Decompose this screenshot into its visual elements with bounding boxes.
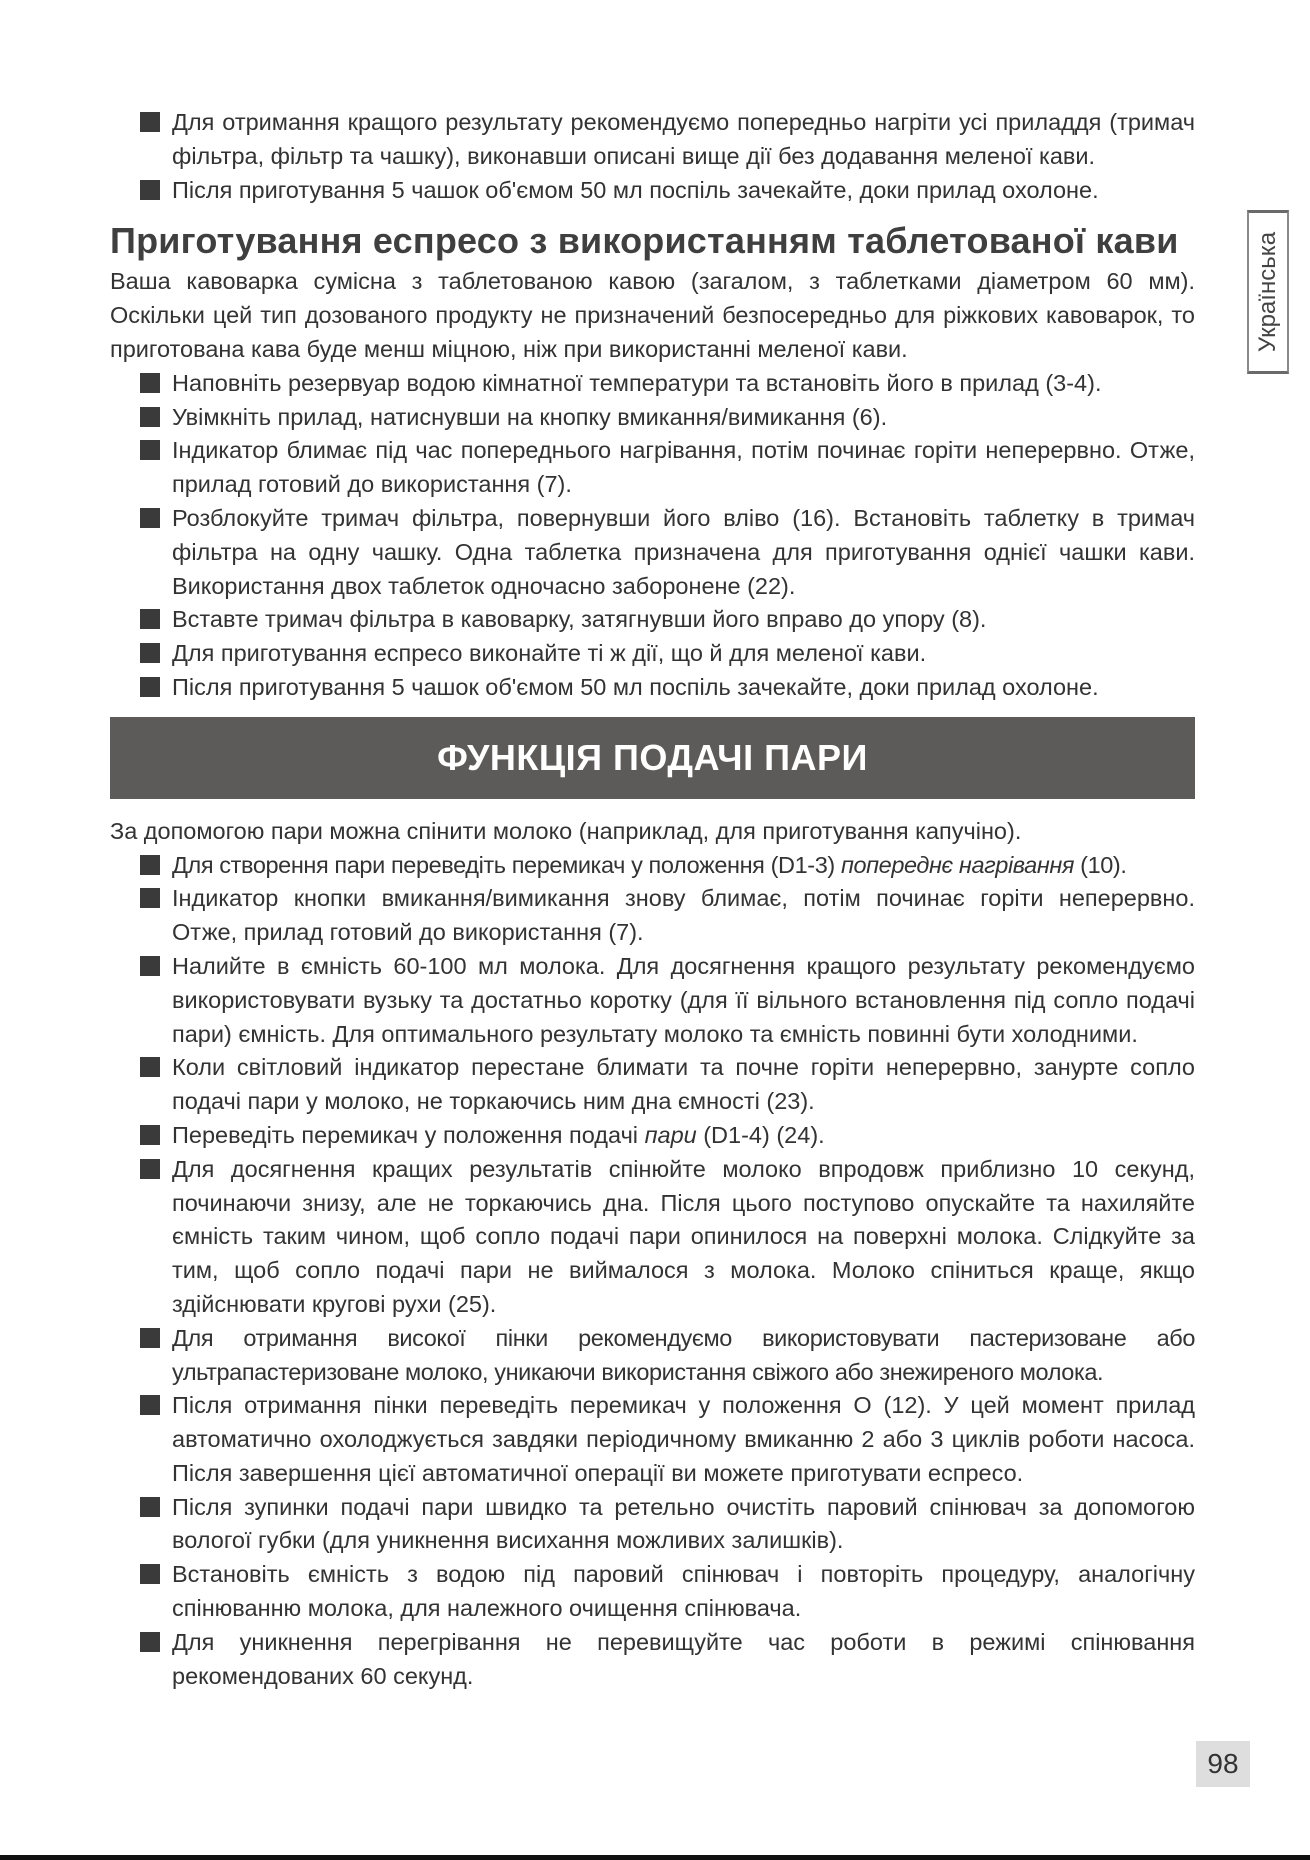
list-item: Наповніть резервуар водою кімнатної температури та встановіть його в прилад (3-4). [110,367,1195,401]
list-item: Вставте тримач фільтра в кавоварку, затягнувши його вправо до упору (8). [110,603,1195,637]
language-tab [1247,210,1289,374]
list-item: Індикатор блимає під час попереднього нагрівання, потім починає горіти неперервно. Отже, прилад готовий до використання (7). [110,434,1195,502]
section-heading-tablet-coffee: Приготування еспресо з використанням таблетованої кави [110,220,1179,262]
list-item: Після зупинки подачі пари швидко та ретельно очистіть паровий спінювач за допомогою вологої губки (для уникнення висихання можливих залишків). [110,1491,1195,1559]
list-item: Переведіть перемикач у положення подачі пари (D1-4) (24). [110,1119,1195,1153]
list-item: Для уникнення перегрівання не перевищуйте час роботи в режимі спінювання рекомендованих 60 секунд. [110,1626,1195,1694]
intro-list [110,106,1195,207]
list-item: Для отримання високої пінки рекомендуємо використовувати пастеризоване або ультрапастеризоване молоко, уникаючи використання свіжого або знежиреного молока. [110,1322,1195,1390]
list-item: Розблокуйте тримач фільтра, повернувши його вліво (16). Встановіть таблетку в тримач фільтра на одну чашку. Одна таблетка призначена для приготування однієї чашки кави. Використання двох таблеток одночасно заборонене (22). [110,502,1195,603]
list-item: Увімкніть прилад, натиснувши на кнопку вмикання/вимикання (6). [110,401,1195,435]
steam-steps [110,849,1195,1694]
language-tab-label: Українська [1254,231,1281,353]
list-item: Налийте в ємність 60-100 мл молока. Для досягнення кращого результату рекомендуємо використовувати вузьку та достатньо коротку (для її вільного встановлення під сопло подачі пари) ємність. Для оптимального результату молоко та ємність повинні бути холодними. [110,950,1195,1051]
list-item: Після отримання пінки переведіть перемикач у положення O (12). У цей момент прилад автоматично охолоджується завдяки періодичному вмиканню 2 або 3 циклів роботи насоса. Після завершення цієї автоматичної операції ви можете приготувати еспресо. [110,1389,1195,1490]
list-item: Для отримання кращого результату рекомендуємо попередньо нагріти усі приладдя (тримач фільтра, фільтр та чашку), виконавши описані вище дії без додавання меленої кави. [110,106,1195,174]
list-item: Для досягнення кращих результатів спінюйте молоко впродовж приблизно 10 секунд, починаючи знизу, але не торкаючись дна. Після цього поступово опускайте та нахиляйте ємність таким чином, щоб сопло подачі пари опинилося на поверхні молока. Слідкуйте за тим, щоб сопло подачі пари не виймалося з молока. Молоко спіниться краще, якщо здійснювати кругові рухи (25). [110,1153,1195,1322]
list-item: Для приготування еспресо виконайте ті ж дії, що й для меленої кави. [110,637,1195,671]
emphasis-text: попереднє нагрівання [840,851,1075,878]
list-item: Для створення пари переведіть перемикач у положення (D1-3) попереднє нагрівання (10). [110,849,1195,883]
list-item: Встановіть ємність з водою під паровий спінювач і повторіть процедуру, аналогічну спінюванню молока, для належного очищення спінювача. [110,1558,1195,1626]
page-content [110,106,1195,1693]
list-item: Індикатор кнопки вмикання/вимикання знову блимає, потім починає горіти неперервно. Отже, прилад готовий до використання (7). [110,882,1195,950]
section-intro-steam: За допомогою пари можна спінити молоко (наприклад, для приготування капучіно). [110,817,1022,844]
section-banner-steam: ФУНКЦІЯ ПОДАЧІ ПАРИ [110,717,1195,799]
list-item: Коли світловий індикатор перестане блимати та почне горіти неперервно, занурте сопло подачі пари у молоко, не торкаючись ним дна ємності (23). [110,1051,1195,1119]
emphasis-text: пари [644,1121,697,1148]
tablet-coffee-steps [110,367,1195,705]
section-intro-tablet-coffee: Ваша кавоварка сумісна з таблетованою кавою (загалом, з таблетками діаметром 60 мм). Оскільки цей тип дозованого продукту не призначений безпосередньо для ріжкових кавоварок, то приготована кава буде менш міцною, ніж при використанні меленої кави. [110,268,1195,362]
list-item: Після приготування 5 чашок об'ємом 50 мл поспіль зачекайте, доки прилад охолоне. [110,174,1195,208]
page-number: 98 [1196,1741,1250,1787]
bottom-rule [0,1855,1310,1860]
list-item: Після приготування 5 чашок об'ємом 50 мл поспіль зачекайте, доки прилад охолоне. [110,671,1195,705]
